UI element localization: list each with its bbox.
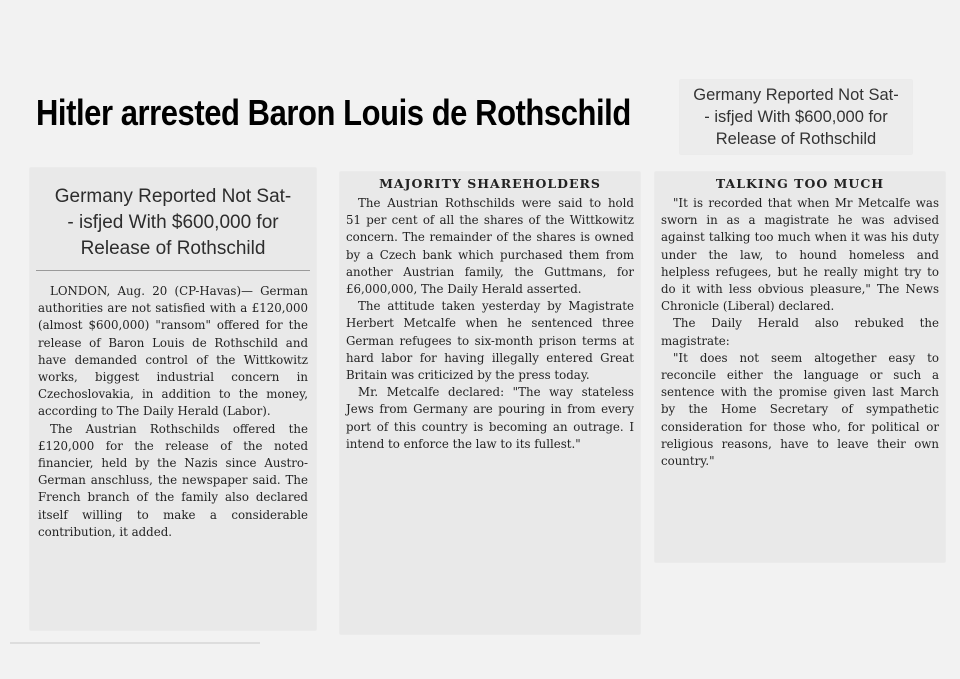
column2-body bbox=[340, 195, 640, 453]
column1-headline-line-1: Germany Reported Not Sat- bbox=[54, 186, 292, 207]
bottom-divider bbox=[10, 642, 260, 644]
column1-paragraph-2: The Austrian Rothschilds offered the £120,000 for the release of the noted financier, held by the Nazis since Austro-German anschluss, the newspaper said. The French branch of the family also declared itself willing to make a considerable contribution, it added. bbox=[38, 421, 308, 539]
small-clip-line-2: - isfjed With $600,000 for bbox=[704, 108, 888, 126]
column3-body bbox=[655, 195, 945, 470]
column2-paragraph-1: The Austrian Rothschilds were said to hold 51 per cent of all the shares of the Wittkowitz concern. The remainder of the shares is owned by a Czech bank which purchased them from another Austrian family, the Guttmans, for £6,000,000, The Daily Herald asserted. bbox=[346, 196, 634, 297]
small-clip-line-3: Release of Rothschild bbox=[715, 130, 877, 148]
column1-body bbox=[30, 271, 316, 541]
article-column-1 bbox=[30, 168, 316, 630]
column3-paragraph-3: "It does not seem altogether easy to reconcile either the language or such a sentence with the promise given last March by the Home Secretary of sympathetic consideration for those who, for political or religious reasons, have to leave their own country." bbox=[661, 350, 939, 469]
article-column-3 bbox=[655, 172, 945, 562]
column1-headline-line-2: - isfjed With $600,000 for bbox=[67, 212, 279, 233]
column2-subhead: MAJORITY SHAREHOLDERS bbox=[379, 176, 601, 191]
page-headline: Hitler arrested Baron Louis de Rothschild bbox=[36, 92, 631, 133]
column3-paragraph-1: "It is recorded that when Mr Metcalfe was sworn in as a magistrate he was advised against talking too much when it was his duty under the law, to hound homeless and helpless refugees, but he really might try to do it with less obvious pleasure," The News Chronicle (Liberal) declared. bbox=[661, 196, 939, 314]
column3-paragraph-2: The Daily Herald also rebuked the magistrate: bbox=[661, 316, 939, 348]
article-column-2 bbox=[340, 172, 640, 634]
column1-headline-line-3: Release of Rothschild bbox=[80, 238, 266, 259]
column3-subhead: TALKING TOO MUCH bbox=[715, 176, 885, 191]
column2-paragraph-3: Mr. Metcalfe declared: "The way stateless Jews from Germany are pouring in from every port of this country is becoming an outrage. I intend to enforce the law to its fullest." bbox=[346, 385, 634, 451]
column1-headline bbox=[36, 168, 310, 271]
small-clip-line-1: Germany Reported Not Sat- bbox=[693, 86, 899, 104]
small-headline-clipping bbox=[680, 80, 912, 154]
column2-paragraph-2: The attitude taken yesterday by Magistrate Herbert Metcalfe when he sentenced three German refugees to six-month prison terms at hard labor for having illegally entered Great Britain was criticized by the press today. bbox=[346, 299, 634, 383]
column1-paragraph-1: LONDON, Aug. 20 (CP-Havas)— German authorities are not satisfied with a £120,000 (almost $600,000) "ransom" offered for the release of Baron Louis de Rothschild and have demanded control of the Wittkowitz works, biggest industrial concern in Czechoslovakia, in addition to the money, according to The Daily Herald (Labor). bbox=[38, 284, 308, 419]
